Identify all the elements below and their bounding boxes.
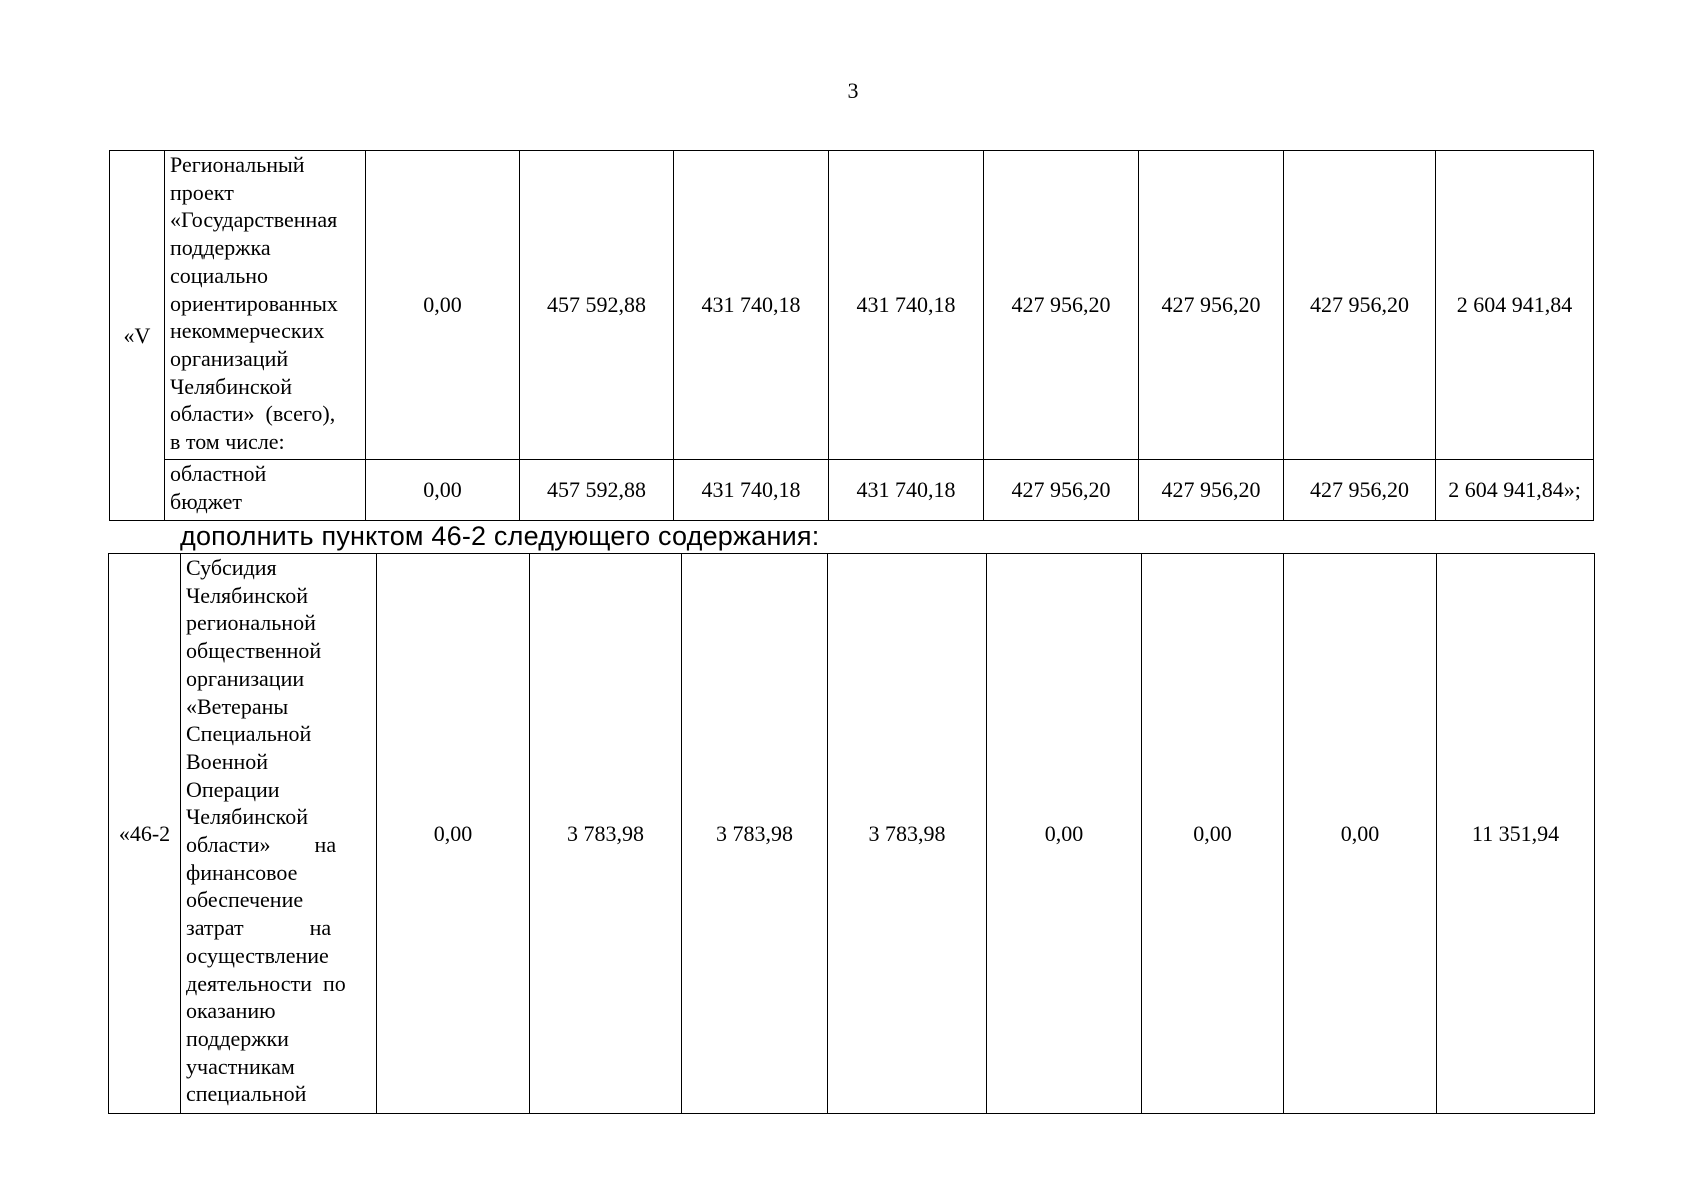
table-cell-value: 427 956,20 — [984, 151, 1139, 460]
table-cell-value: 427 956,20 — [1284, 460, 1436, 521]
table-cell-value: 431 740,18 — [829, 460, 984, 521]
table-cell-value: 427 956,20 — [1139, 151, 1284, 460]
table-cell-value: 427 956,20 — [1139, 460, 1284, 521]
table-cell-value: 3 783,98 — [530, 554, 682, 1114]
table-cell-total: 2 604 941,84 — [1436, 151, 1594, 460]
table-cell-total: 2 604 941,84»; — [1436, 460, 1594, 521]
table-row — [110, 151, 1594, 460]
instruction-text: дополнить пунктом 46-2 следующего содержания: — [180, 521, 820, 551]
page-number: 3 — [847, 78, 859, 103]
table-cell-value: 431 740,18 — [674, 151, 829, 460]
table-row — [109, 554, 1595, 1114]
row-description: областной бюджет — [165, 460, 366, 521]
table-cell-total: 11 351,94 — [1437, 554, 1595, 1114]
table-cell-value: 0,00 — [1142, 554, 1284, 1114]
table-cell-value: 427 956,20 — [1284, 151, 1436, 460]
table-cell-value: 0,00 — [366, 460, 520, 521]
row-number: «46-2 — [109, 554, 181, 1114]
table-cell-value: 0,00 — [1284, 554, 1437, 1114]
row-description: Региональный проект «Государственная поддержка социально ориентированных некоммерческих организаций Челябинской области» (всего), в том числе: — [165, 151, 366, 460]
row-number: «V — [110, 151, 165, 521]
table-cell-value: 0,00 — [987, 554, 1142, 1114]
table-cell-value: 427 956,20 — [984, 460, 1139, 521]
table-cell-value: 431 740,18 — [829, 151, 984, 460]
table-cell-value: 0,00 — [366, 151, 520, 460]
table-cell-value: 457 592,88 — [520, 151, 674, 460]
row-description: Субсидия Челябинской региональной общественной организации «Ветераны Специальной Военной Операции Челябинской области» на финансовое обеспечение затрат на осуществление деятельности по оказанию поддержки участникам специальной — [181, 554, 377, 1114]
table-row — [110, 460, 1594, 521]
table-cell-value: 3 783,98 — [682, 554, 828, 1114]
table-cell-value: 3 783,98 — [828, 554, 987, 1114]
table-cell-value: 0,00 — [377, 554, 530, 1114]
budget-table-regional-project — [109, 150, 1594, 521]
budget-table-item-46-2 — [108, 553, 1595, 1114]
table-cell-value: 431 740,18 — [674, 460, 829, 521]
table-cell-value: 457 592,88 — [520, 460, 674, 521]
